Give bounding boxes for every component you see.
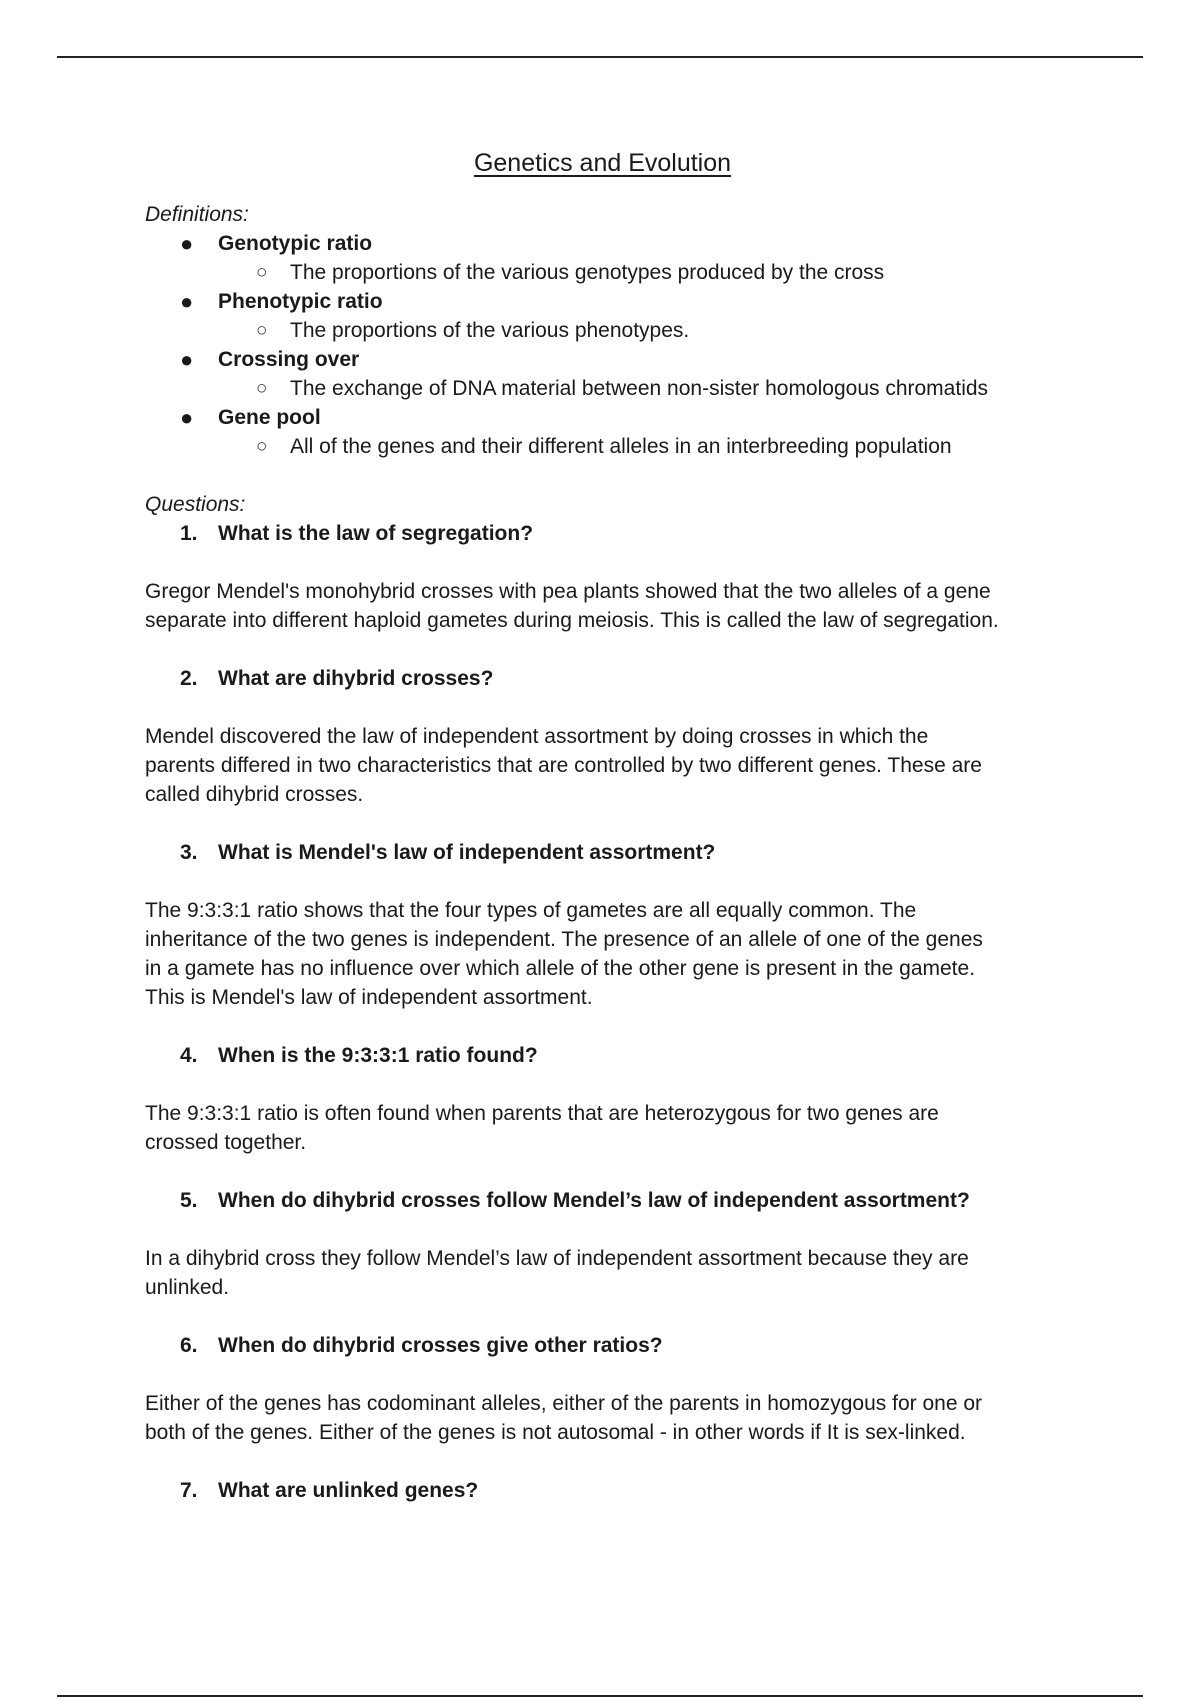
question-number: 6.: [180, 1334, 198, 1357]
bullet-icon: ●: [180, 231, 194, 256]
definition-text: The proportions of the various phenotypes.: [290, 319, 690, 342]
definition-term: Crossing over: [218, 348, 360, 371]
definitions-label: Definitions:: [145, 203, 249, 226]
answer-line: The 9:3:3:1 ratio is often found when parents that are heterozygous for two genes are: [145, 1102, 939, 1125]
question-text: What are unlinked genes?: [218, 1479, 479, 1502]
answer-line: inheritance of the two genes is independent. The presence of an allele of one of the genes: [145, 928, 983, 951]
definition-text: All of the genes and their different alleles in an interbreeding population: [290, 435, 952, 458]
definition-item: [145, 287, 1060, 345]
page-title: Genetics and Evolution: [473, 149, 732, 177]
answer-paragraph: [145, 722, 1060, 809]
answer-line: This is Mendel's law of independent assortment.: [145, 986, 593, 1009]
question-number: 2.: [180, 667, 198, 690]
question-text: What are dihybrid crosses?: [218, 667, 494, 690]
question-heading: [145, 519, 1060, 548]
answer-line: The 9:3:3:1 ratio shows that the four types of gametes are all equally common. The: [145, 899, 917, 922]
answer-paragraph: [145, 577, 1060, 635]
question-text: What is Mendel's law of independent assortment?: [218, 841, 716, 864]
hollow-bullet-icon: ○: [256, 436, 268, 457]
question-text: When do dihybrid crosses give other ratios?: [218, 1334, 663, 1357]
answer-line: called dihybrid crosses.: [145, 783, 364, 806]
question-heading: [145, 1186, 1060, 1215]
answer-line: Gregor Mendel's monohybrid crosses with pea plants showed that the two alleles of a gene: [145, 580, 991, 603]
definition-text: The proportions of the various genotypes produced by the cross: [290, 261, 885, 284]
question-heading: [145, 1041, 1060, 1070]
answer-line: In a dihybrid cross they follow Mendel’s law of independent assortment because they are: [145, 1247, 969, 1270]
hollow-bullet-icon: ○: [256, 378, 268, 399]
definition-item: [145, 345, 1060, 403]
answer-line: both of the genes. Either of the genes is not autosomal - in other words if It is sex-linked.: [145, 1421, 966, 1444]
questions-label: Questions:: [145, 493, 246, 516]
answer-line: separate into different haploid gametes during meiosis. This is called the law of segregation.: [145, 609, 999, 632]
question-number: 3.: [180, 841, 198, 864]
definition-term: Phenotypic ratio: [218, 290, 383, 313]
hollow-bullet-icon: ○: [256, 320, 268, 341]
definitions-list: [145, 229, 1060, 461]
header-rule: [57, 56, 1143, 58]
answer-paragraph: [145, 1244, 1060, 1302]
definition-item: [145, 229, 1060, 287]
question-heading: [145, 1476, 1060, 1505]
bullet-icon: ●: [180, 289, 194, 314]
document-body: [145, 146, 1060, 1505]
question-number: 4.: [180, 1044, 198, 1067]
bullet-icon: ●: [180, 405, 194, 430]
answer-line: crossed together.: [145, 1131, 307, 1154]
answer-line: unlinked.: [145, 1276, 230, 1299]
question-text: When is the 9:3:3:1 ratio found?: [218, 1044, 538, 1067]
definition-item: [145, 403, 1060, 461]
footer-rule: [57, 1695, 1143, 1697]
answer-line: Mendel discovered the law of independent assortment by doing crosses in which the: [145, 725, 929, 748]
question-heading: [145, 1331, 1060, 1360]
answer-paragraph: [145, 1099, 1060, 1157]
definition-term: Gene pool: [218, 406, 321, 429]
question-number: 7.: [180, 1479, 198, 1502]
bullet-icon: ●: [180, 347, 194, 372]
answer-paragraph: [145, 896, 1060, 1012]
hollow-bullet-icon: ○: [256, 262, 268, 283]
answer-paragraph: [145, 1389, 1060, 1447]
question-text: When do dihybrid crosses follow Mendel’s law of independent assortment?: [218, 1189, 970, 1212]
question-number: 5.: [180, 1189, 198, 1212]
definition-term: Genotypic ratio: [218, 232, 373, 255]
question-number: 1.: [180, 522, 198, 545]
question-text: What is the law of segregation?: [218, 522, 534, 545]
answer-line: in a gamete has no influence over which allele of the other gene is present in the gamete.: [145, 957, 976, 980]
definition-text: The exchange of DNA material between non-sister homologous chromatids: [290, 377, 989, 400]
answer-line: parents differed in two characteristics that are controlled by two different genes. These are: [145, 754, 982, 777]
answer-line: Either of the genes has codominant alleles, either of the parents in homozygous for one or: [145, 1392, 983, 1415]
question-heading: [145, 664, 1060, 693]
question-heading: [145, 838, 1060, 867]
